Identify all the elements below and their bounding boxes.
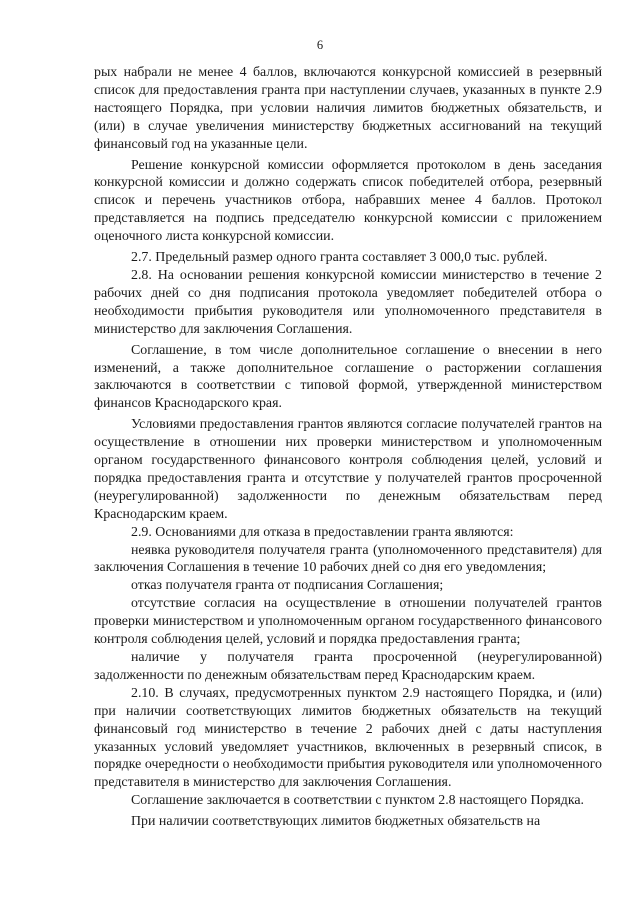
- paragraph-refusal-no-show: неявка руководителя получателя гранта (уполномоченного представителя) для заключения Соглашения в течение 10 рабочих дней со дня его уведомления;: [94, 542, 602, 576]
- paragraph-commission-decision: Решение конкурсной комиссии оформляется протоколом в день заседания конкурсной комиссии и должно содержать список победителей отбора, резервный список и перечень участников отбора, набравших менее 4 баллов. Протокол представляется на подпись председателю конкурсной комиссии с приложением оценочного листа конкурсной комиссии.: [94, 157, 602, 245]
- paragraph-agreement-2-8: Соглашение заключается в соответствии с пунктом 2.8 настоящего Порядка.: [131, 793, 585, 809]
- paragraph-grant-conditions: Условиями предоставления грантов являются согласие получателей грантов на осуществление в отношении них проверки министерством и уполномоченным органом государственного финансового контроля соблюдения целей, условий и порядка предоставления гранта и отсутствие у получателей грантов просроченной (неурегулированной) задолженности по денежным обязательствам перед Краснодарским краем.: [94, 417, 602, 522]
- paragraph-agreement-form: Соглашение, в том числе дополнительное соглашение о внесении в него изменений, а также дополнительное соглашение о расторжении соглашения заключаются в соответствии с типовой формой, утвержденной министерством финансов Краснодарского края.: [94, 342, 602, 412]
- page-number: 6: [316, 38, 324, 52]
- document-body: [94, 64, 602, 831]
- paragraph-refusal-debt: наличие у получателя гранта просроченной (неурегулированной) задолженности по денежным обязательствам перед Краснодарским краем.: [94, 650, 602, 683]
- paragraph-refusal-sign: отказ получателя гранта от подписания Соглашения;: [131, 578, 444, 594]
- paragraph-limits: При наличии соответствующих лимитов бюджетных обязательств на: [131, 814, 541, 830]
- paragraph-continuation: рых набрали не менее 4 баллов, включаются конкурсной комиссией в резервный список для предоставления гранта при наступлении случаев, указанных в пункте 2.9 настоящего Порядка, при условии наличия лимитов бюджетных обязательств, и (или) в случае увеличения министерству бюджетных ассигнований на текущий финансовый год на указанные цели.: [94, 65, 602, 152]
- paragraph-2-7: 2.7. Предельный размер одного гранта составляет 3 000,0 тыс. рублей.: [131, 250, 548, 266]
- paragraph-2-8: 2.8. На основании решения конкурсной комиссии министерство в течение 2 рабочих дней со дня подписания протокола уведомляет победителей отбора о необходимости прибытия руководителя или уполномоченного представителя в министерство для заключения Соглашения.: [94, 267, 602, 337]
- paragraph-refusal-consent: отсутствие согласия на осуществление в отношении получателей грантов проверки министерством и уполномоченным органом государственного финансового контроля соблюдения целей, условий и порядка предоставления гранта;: [94, 596, 602, 648]
- paragraph-2-10: 2.10. В случаях, предусмотренных пунктом 2.9 настоящего Порядка, и (или) при наличии соответствующих лимитов бюджетных обязательств на текущий финансовый год министерство в течение 2 рабочих дней с даты наступления указанных условий уведомляет участников, включенных в резервный список, в порядке очередности о необходимости прибытия руководителя или уполномоченного представителя в министерство для заключения Соглашения.: [94, 685, 602, 791]
- paragraph-2-9: 2.9. Основаниями для отказа в предоставлении гранта являются:: [131, 524, 514, 540]
